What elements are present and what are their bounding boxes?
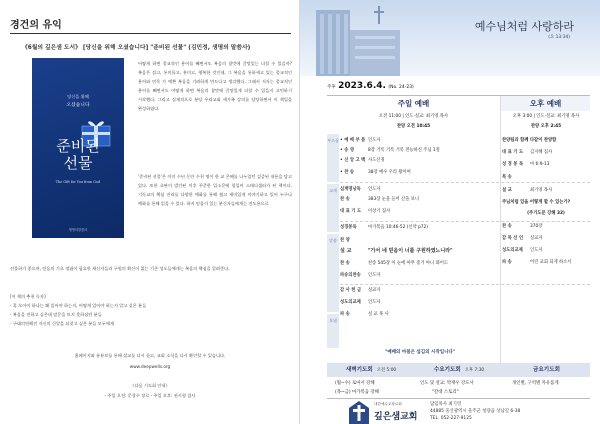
pm-row-praise: 찬양팀과 함께 다같이 찬양함: [502, 138, 557, 143]
am-row-call: • 예 배 부 름 인도자: [340, 138, 381, 143]
am-row-hymn: • 찬 송 38장 예수 우리 왕이여: [340, 170, 411, 175]
pm-praise-line: 찬양 오후 2:45: [530, 124, 562, 129]
pm-row-hymn: 찬 송 370장: [502, 224, 543, 229]
am-praise-line: 찬양 오전 10:45: [396, 124, 431, 129]
am-row-anthem: 찬 양: [340, 238, 350, 243]
am-worship-header: 주일 예배: [397, 99, 430, 108]
wednesday-prayer-line-1: 인도 및 설교: 박재우 강도사: [420, 381, 474, 386]
next-prayer-leaders: - 주일 오전: 문창수 장로 - 주일 오후: 권시형 집사: [104, 393, 196, 398]
book-paragraph-3: 선물하기 좋으며, 믿음의 기초 정립이 필요한 새신자들과 구원의 확신이 없는 기존 성도들에게는 복음의 핵심을 알려준다.: [10, 266, 230, 271]
tab-word: 말씀: [327, 234, 339, 312]
book-cover-image: [32, 58, 124, 238]
banner-verse: (요 13:34): [548, 35, 570, 40]
cover-subtitle-2: 오셨습니다: [66, 103, 90, 108]
church-name: 깊은샘교회: [374, 412, 418, 422]
tab-fellowship: 교제: [327, 184, 339, 232]
section-title: 경건의 유익: [10, 20, 62, 31]
next-prayer-label: 《다음 기도회 안내》: [130, 383, 170, 388]
church-address: 44885 울산광역시 울주군 청량읍 상남길 6-38: [430, 409, 521, 414]
homepage-note: 홈페이지와 유튜브를 통해 설교를 다시 듣고, 교회 소식을 다시 확인할 수 있습니다.: [74, 353, 226, 358]
dawn-prayer-line-2: (목~금) 마가복음 강해: [335, 390, 379, 395]
homepage-link[interactable]: www.deepwells.org: [129, 364, 171, 369]
cover-title: 준비된 선물: [56, 137, 100, 172]
am-row-prayer: 대 표 기 도 이상기 집사: [340, 209, 391, 214]
am-row-benediction: 파 송 설 교 목 사: [340, 312, 389, 317]
pm-row-scripture: 성 경 봉 독 마 6:9-13: [502, 162, 550, 167]
tab-sending: 보냄: [327, 314, 339, 348]
church-banner-image: [300, 0, 600, 76]
am-time-line: 오전 11:00 | 인도·설교: 최기영 목사: [378, 114, 449, 119]
book-paragraph-2: '준비된 선물'은 이미 수년 동안 수천 명이 한 교 은혜를 나누었던 검증된 내용을 담고 있다. 또한 초판이 발간된 이후 꾸준한 입소문에 힘입어 스테디셀러가 된 책이다. 기독교의 핵심 진리를 다양한 예화를 통해 쉽고 재미있게 이야기하고 있어 누구나 예화를 통해 읽을 수 있다. 하지 믿음이 있는 분신자들에게는 전도용으로: [138, 174, 292, 206]
closing-message: "예배의 마침은 섬김의 시작입니다": [384, 350, 456, 355]
pm-time-line: 오후 3:00 | 인도·설교: 최기영 목사: [512, 114, 580, 119]
pm-row-declaration: 감 목 선 언 설교자: [502, 236, 543, 241]
am-row-fellowship: 성도의교제 인도자: [340, 300, 381, 305]
am-row-hymn-2: 찬 송 383장 눈을 들어 산을 보니: [340, 197, 420, 202]
book-heading: 《6월의 깊은샘 도서》 [당신을 위해 오셨습니다] "준비된 선물" (김민정, 생명의 말씀사): [22, 45, 251, 51]
pm-row-prayer: 대 표 기 도 김지혜 집사: [502, 150, 553, 155]
church-tel: TEL. 052-227-9125: [430, 416, 472, 421]
recommended-readers: [이 책의 추천 독자] - 혹 오이어 하나는 왜 있어야 하는지, 어떻게 있어야 하는지 알고 싶은 분들 - 복음을 전하고 싶은데 말문을 트지 못하셨던 분들 - 구태의연해진 자신의 신앙을 되찾고 싶은 분들 모두에게: [10, 294, 147, 326]
pm-worship-header: 오후 예배: [500, 96, 590, 111]
worship-order-table: [327, 95, 590, 362]
title-rule: [10, 33, 291, 34]
pm-row-sending: 파 송 어린 교회 되게 하소서: [502, 260, 572, 265]
pm-row-fellowship: 성도의교제 인도자: [502, 248, 543, 253]
bulletin-date: 주후 2023.6.4. (No. 24-23): [327, 81, 414, 91]
am-row-offering: 감 사 헌 금 설교자: [340, 288, 381, 293]
banner-title: 예수님처럼 사랑하라: [474, 20, 574, 33]
am-row-doxology: • 송 영 8장 거룩 거룩 거룩 전능하신 주님 1절: [340, 148, 440, 153]
am-row-commandments: 십계명낭독 인도자: [340, 187, 381, 192]
book-paragraph-1: 어떻게 하면 종교적인 용어를 빼면서도 복음의 참맛에 갈망있는 더할 수 있을까? 복음은 섭고, 통미롭고, 흥미고, 행복한 것인데, 그 복음을 통하세고 있는 종교적인 용어와 연목 가 예쁜 복음을 기려하게 만드다고 생각했다. 그래서 저자는 종교적인 용어를 빼면서도 어떻게 하면 복음의 참맛에 갈망있게 더할 수 있을지 고민하기 시작했다. 그리고 실제적으로 분당 우리교회 새가족 강의를 담당하면서 이 책입을 완성하였다.: [138, 61, 292, 111]
denomination: 대한예수교장로회: [374, 402, 402, 406]
am-sermon-title: 설 교 "가서 네 믿음이 너를 구원하였느니라": [340, 248, 453, 254]
friday-prayer-line-1: 개인별, 구역별 자유롭게: [512, 381, 559, 386]
column-divider: [500, 111, 501, 363]
am-row-creed: • 신 앙 고 백 사도신경: [340, 158, 385, 163]
am-row-sending-hymn: 파송의찬송 인도자: [340, 273, 381, 278]
am-row-scripture: 성경봉독 마가복음 10:46-52 (신약 p72): [340, 225, 428, 230]
prayer-meetings-bar: [327, 363, 590, 377]
church-logo-icon: [348, 400, 370, 424]
tab-calling: 부르심: [327, 134, 339, 182]
pm-sermon-title: 주님처럼 있을 어떻게 할 수 있는가?: [502, 200, 571, 205]
dawn-prayer-line-1: (월~수) 로마서 강해: [335, 381, 375, 386]
pm-row-special: 특 송: [502, 175, 512, 180]
cover-publisher: 생명의말씀사: [68, 228, 88, 232]
church-contact: 담임목사 최기영: [430, 402, 462, 407]
friday-prayer-header: 금요기도회: [532, 367, 561, 373]
am-row-response-hymn: 찬 송 찬송 545장 이 눈에 아무 증거 아니 뵈어도: [340, 261, 449, 266]
cover-english-title: The Gift for You from God: [55, 180, 101, 184]
wednesday-prayer-header: 수요기도회 오후 7:30: [433, 367, 485, 373]
dawn-prayer-header: 새벽기도회 오전 5:00: [345, 367, 397, 373]
pm-sermon-series: (주기도문 강해 32): [527, 211, 565, 216]
pm-row-sermon: 설 교 최기영 목사: [502, 188, 553, 193]
wednesday-prayer-line-2: "갈대 스토리": [432, 390, 459, 395]
cover-subtitle-1: 당신을 위해: [67, 94, 89, 99]
